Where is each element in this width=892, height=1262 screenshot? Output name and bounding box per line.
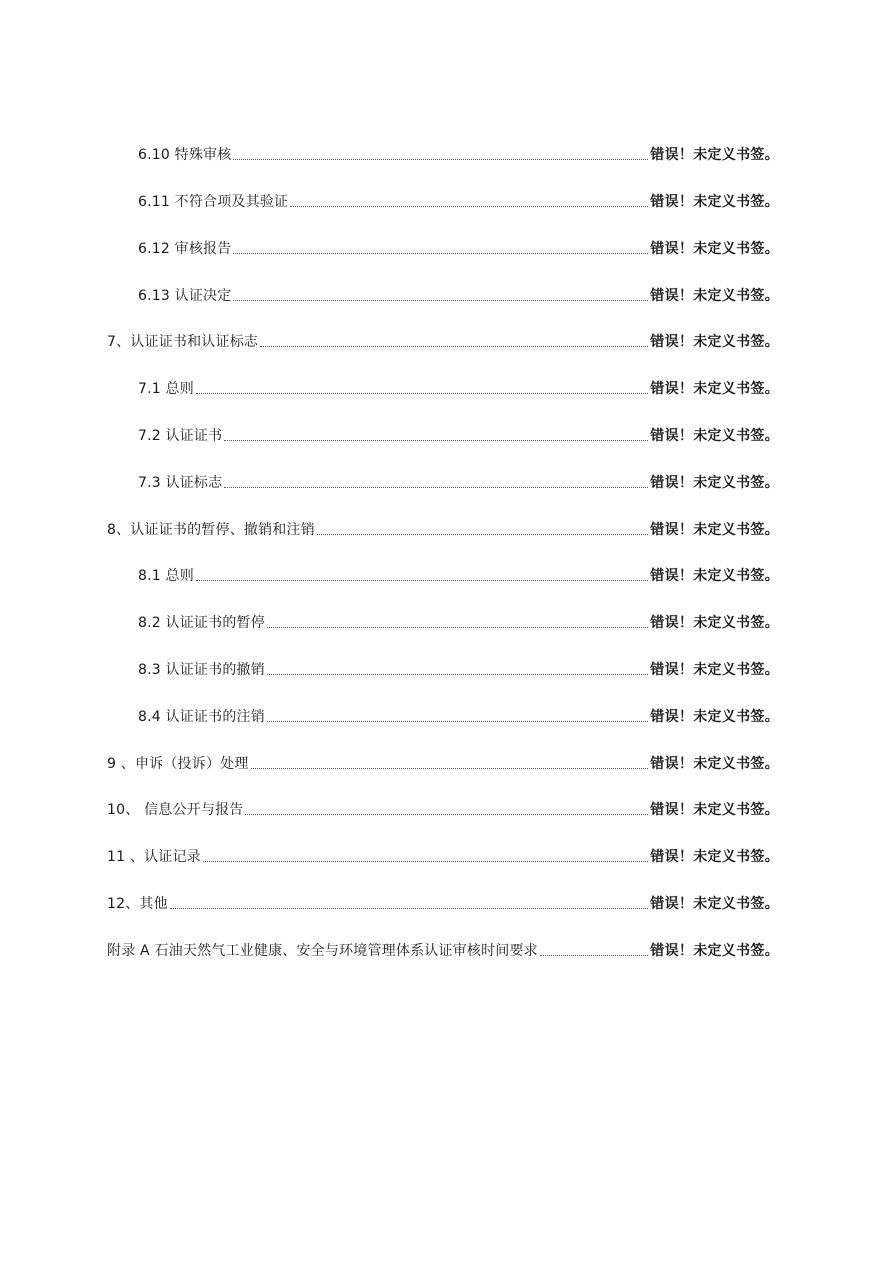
toc-entry-label: 8.2 认证证书的暂停 bbox=[138, 615, 265, 631]
toc-dot-leader bbox=[267, 627, 648, 628]
toc-page-ref: 错误！未定义书签。 bbox=[650, 428, 779, 444]
toc-page-ref: 错误！未定义书签。 bbox=[650, 381, 779, 397]
toc-dot-leader bbox=[233, 253, 648, 254]
toc-page-ref: 错误！未定义书签。 bbox=[650, 709, 779, 725]
toc-entry-label: 8.4 认证证书的注销 bbox=[138, 709, 265, 725]
toc-page-ref: 错误！未定义书签。 bbox=[650, 896, 779, 912]
toc-page-ref: 错误！未定义书签。 bbox=[650, 943, 779, 959]
toc-entry-label: 6.13 认证决定 bbox=[138, 288, 232, 304]
toc-dot-leader bbox=[260, 346, 648, 347]
toc-dot-leader bbox=[203, 861, 648, 862]
toc-dot-leader bbox=[196, 393, 648, 394]
toc-entry-label: 7.1 总则 bbox=[138, 381, 194, 397]
toc-entry-label: 7.2 认证证书 bbox=[138, 428, 223, 444]
toc-entry[interactable] bbox=[107, 889, 779, 913]
toc-entry[interactable] bbox=[107, 936, 779, 960]
toc-entry-label: 9 、申诉（投诉）处理 bbox=[107, 756, 249, 772]
toc-page-ref: 错误！未定义书签。 bbox=[650, 334, 779, 350]
toc-entry-label: 8、认证证书的暂停、撤销和注销 bbox=[107, 522, 315, 538]
toc-entry-label: 11 、认证记录 bbox=[107, 849, 201, 865]
toc-dot-leader bbox=[267, 674, 648, 675]
toc-entry[interactable] bbox=[138, 421, 779, 445]
toc-dot-leader bbox=[290, 206, 648, 207]
toc-dot-leader bbox=[251, 768, 649, 769]
toc-dot-leader bbox=[233, 300, 648, 301]
toc-entry[interactable] bbox=[107, 749, 779, 773]
toc-page-ref: 错误！未定义书签。 bbox=[650, 849, 779, 865]
toc-entry[interactable] bbox=[138, 140, 779, 164]
toc-page-ref: 错误！未定义书签。 bbox=[650, 802, 779, 818]
toc-entry-label: 10、 信息公开与报告 bbox=[107, 802, 244, 818]
toc-page-ref: 错误！未定义书签。 bbox=[650, 662, 779, 678]
toc-entry-label: 附录 A 石油天然气工业健康、安全与环境管理体系认证审核时间要求 bbox=[107, 943, 538, 959]
toc-dot-leader bbox=[540, 955, 648, 956]
toc-dot-leader bbox=[233, 159, 648, 160]
toc-dot-leader bbox=[224, 440, 648, 441]
toc-entry[interactable] bbox=[138, 281, 779, 305]
toc-page-ref: 错误！未定义书签。 bbox=[650, 241, 779, 257]
toc-page-ref: 错误！未定义书签。 bbox=[650, 522, 779, 538]
toc-entry[interactable] bbox=[107, 842, 779, 866]
toc-page-ref: 错误！未定义书签。 bbox=[650, 615, 779, 631]
toc-entry[interactable] bbox=[138, 561, 779, 585]
toc-page-ref: 错误！未定义书签。 bbox=[650, 147, 779, 163]
toc-page-ref: 错误！未定义书签。 bbox=[650, 568, 779, 584]
toc-entry[interactable] bbox=[138, 655, 779, 679]
toc-dot-leader bbox=[224, 487, 648, 488]
toc-entry[interactable] bbox=[138, 374, 779, 398]
toc-dot-leader bbox=[245, 814, 648, 815]
toc-entry-label: 8.1 总则 bbox=[138, 568, 194, 584]
toc-dot-leader bbox=[317, 534, 648, 535]
toc-entry-label: 7.3 认证标志 bbox=[138, 475, 223, 491]
toc-entry[interactable] bbox=[107, 795, 779, 819]
toc-page-ref: 错误！未定义书签。 bbox=[650, 475, 779, 491]
toc-entry-label: 6.12 审核报告 bbox=[138, 241, 232, 257]
toc-entry[interactable] bbox=[107, 515, 779, 539]
toc-entry[interactable] bbox=[138, 187, 779, 211]
toc-page-ref: 错误！未定义书签。 bbox=[650, 194, 779, 210]
toc-entry[interactable] bbox=[138, 608, 779, 632]
toc-entry-label: 12、其他 bbox=[107, 896, 168, 912]
toc-entry[interactable] bbox=[138, 468, 779, 492]
toc-entry[interactable] bbox=[138, 234, 779, 258]
toc-entry-label: 7、认证证书和认证标志 bbox=[107, 334, 259, 350]
toc-entry-label: 6.11 不符合项及其验证 bbox=[138, 194, 289, 210]
toc-page-ref: 错误！未定义书签。 bbox=[650, 756, 779, 772]
toc-page-ref: 错误！未定义书签。 bbox=[650, 288, 779, 304]
toc-entry[interactable] bbox=[138, 702, 779, 726]
toc-entry-label: 6.10 特殊审核 bbox=[138, 147, 232, 163]
toc-dot-leader bbox=[196, 580, 648, 581]
toc-dot-leader bbox=[170, 908, 648, 909]
toc-dot-leader bbox=[267, 721, 648, 722]
toc-entry[interactable] bbox=[107, 327, 779, 351]
toc-entry-label: 8.3 认证证书的撤销 bbox=[138, 662, 265, 678]
